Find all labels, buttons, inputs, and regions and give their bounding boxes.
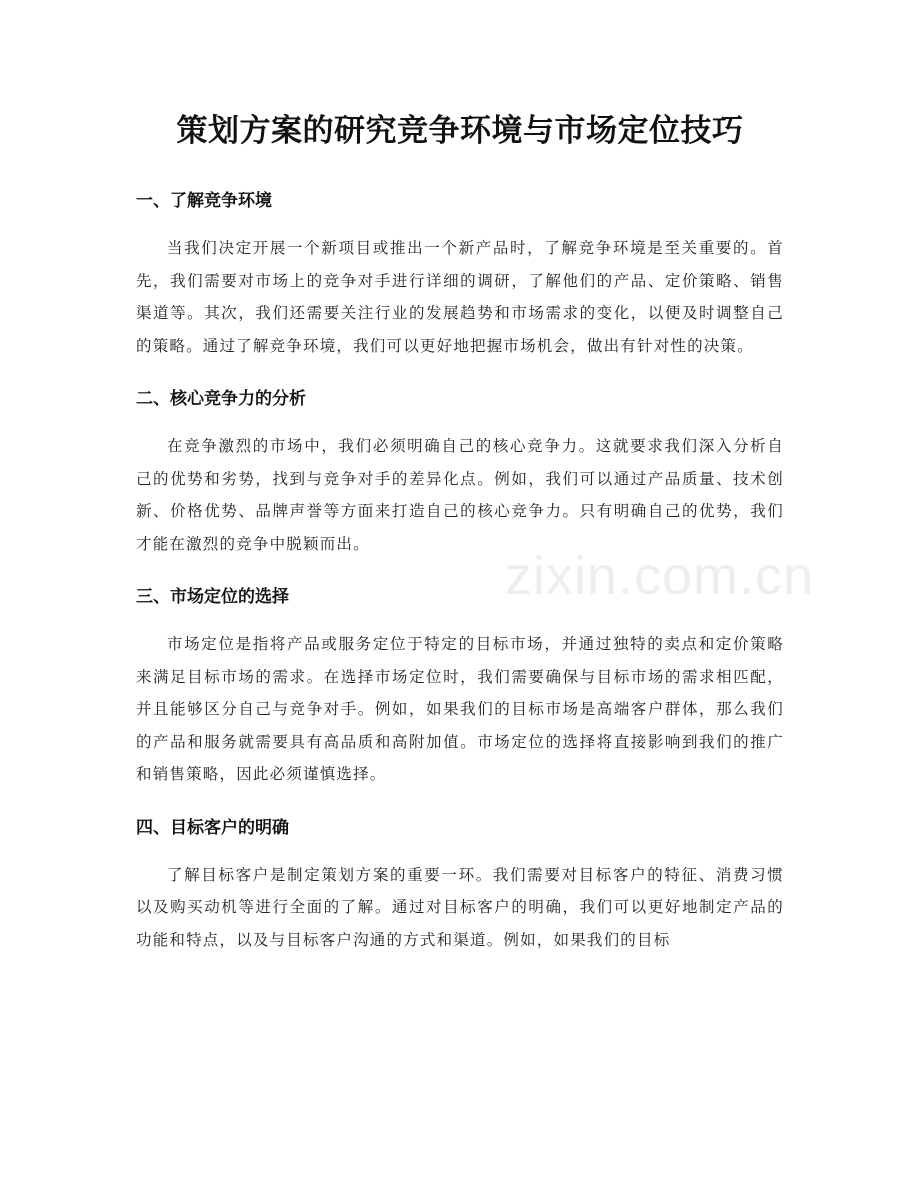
watermark: zixin.com.cn xyxy=(505,546,815,606)
document-title: 策划方案的研究竞争环境与市场定位技巧 xyxy=(176,113,744,149)
section-heading-3: 三、市场定位的选择 xyxy=(136,587,289,607)
section-paragraph-2: 在竞争激烈的市场中，我们必须明确自己的核心竞争力。这就要求我们深入分析自己的优势和劣势，找到与竞争对手的差异化点。例如，我们可以通过产品质量、技术创新、价格优势、品牌声誉等方面来打造自己的核心竞争力。只有明确自己的优势，我们才能在激烈的竞争中脱颖而出。 xyxy=(136,437,784,553)
section-paragraph-4: 了解目标客户是制定策划方案的重要一环。我们需要对目标客户的特征、消费习惯以及购买动机等进行全面的了解。通过对目标客户的明确，我们可以更好地制定产品的功能和特点，以及与目标客户沟通的方式和渠道。例如，如果我们的目标 xyxy=(136,865,784,949)
section-paragraph-3: 市场定位是指将产品或服务定位于特定的目标市场，并通过独特的卖点和定价策略来满足目标市场的需求。在选择市场定位时，我们需要确保与目标市场的需求相匹配，并且能够区分自己与竞争对手。例如，如果我们的目标市场是高端客户群体，那么我们的产品和服务就需要具有高品质和高附加值。市场定位的选择将直接影响到我们的推广和销售策略，因此必须谨慎选择。 xyxy=(136,635,784,783)
section-paragraph-1: 当我们决定开展一个新项目或推出一个新产品时，了解竞争环境是至关重要的。首先，我们需要对市场上的竞争对手进行详细的调研，了解他们的产品、定价策略、销售渠道等。其次，我们还需要关注行业的发展趋势和市场需求的变化，以便及时调整自己的策略。通过了解竞争环境，我们可以更好地把握市场机会，做出有针对性的决策。 xyxy=(136,239,784,355)
section-heading-2: 二、核心竞争力的分析 xyxy=(136,389,306,409)
section-heading-4: 四、目标客户的明确 xyxy=(136,817,289,838)
section-heading-1: 一、了解竞争环境 xyxy=(136,191,272,211)
